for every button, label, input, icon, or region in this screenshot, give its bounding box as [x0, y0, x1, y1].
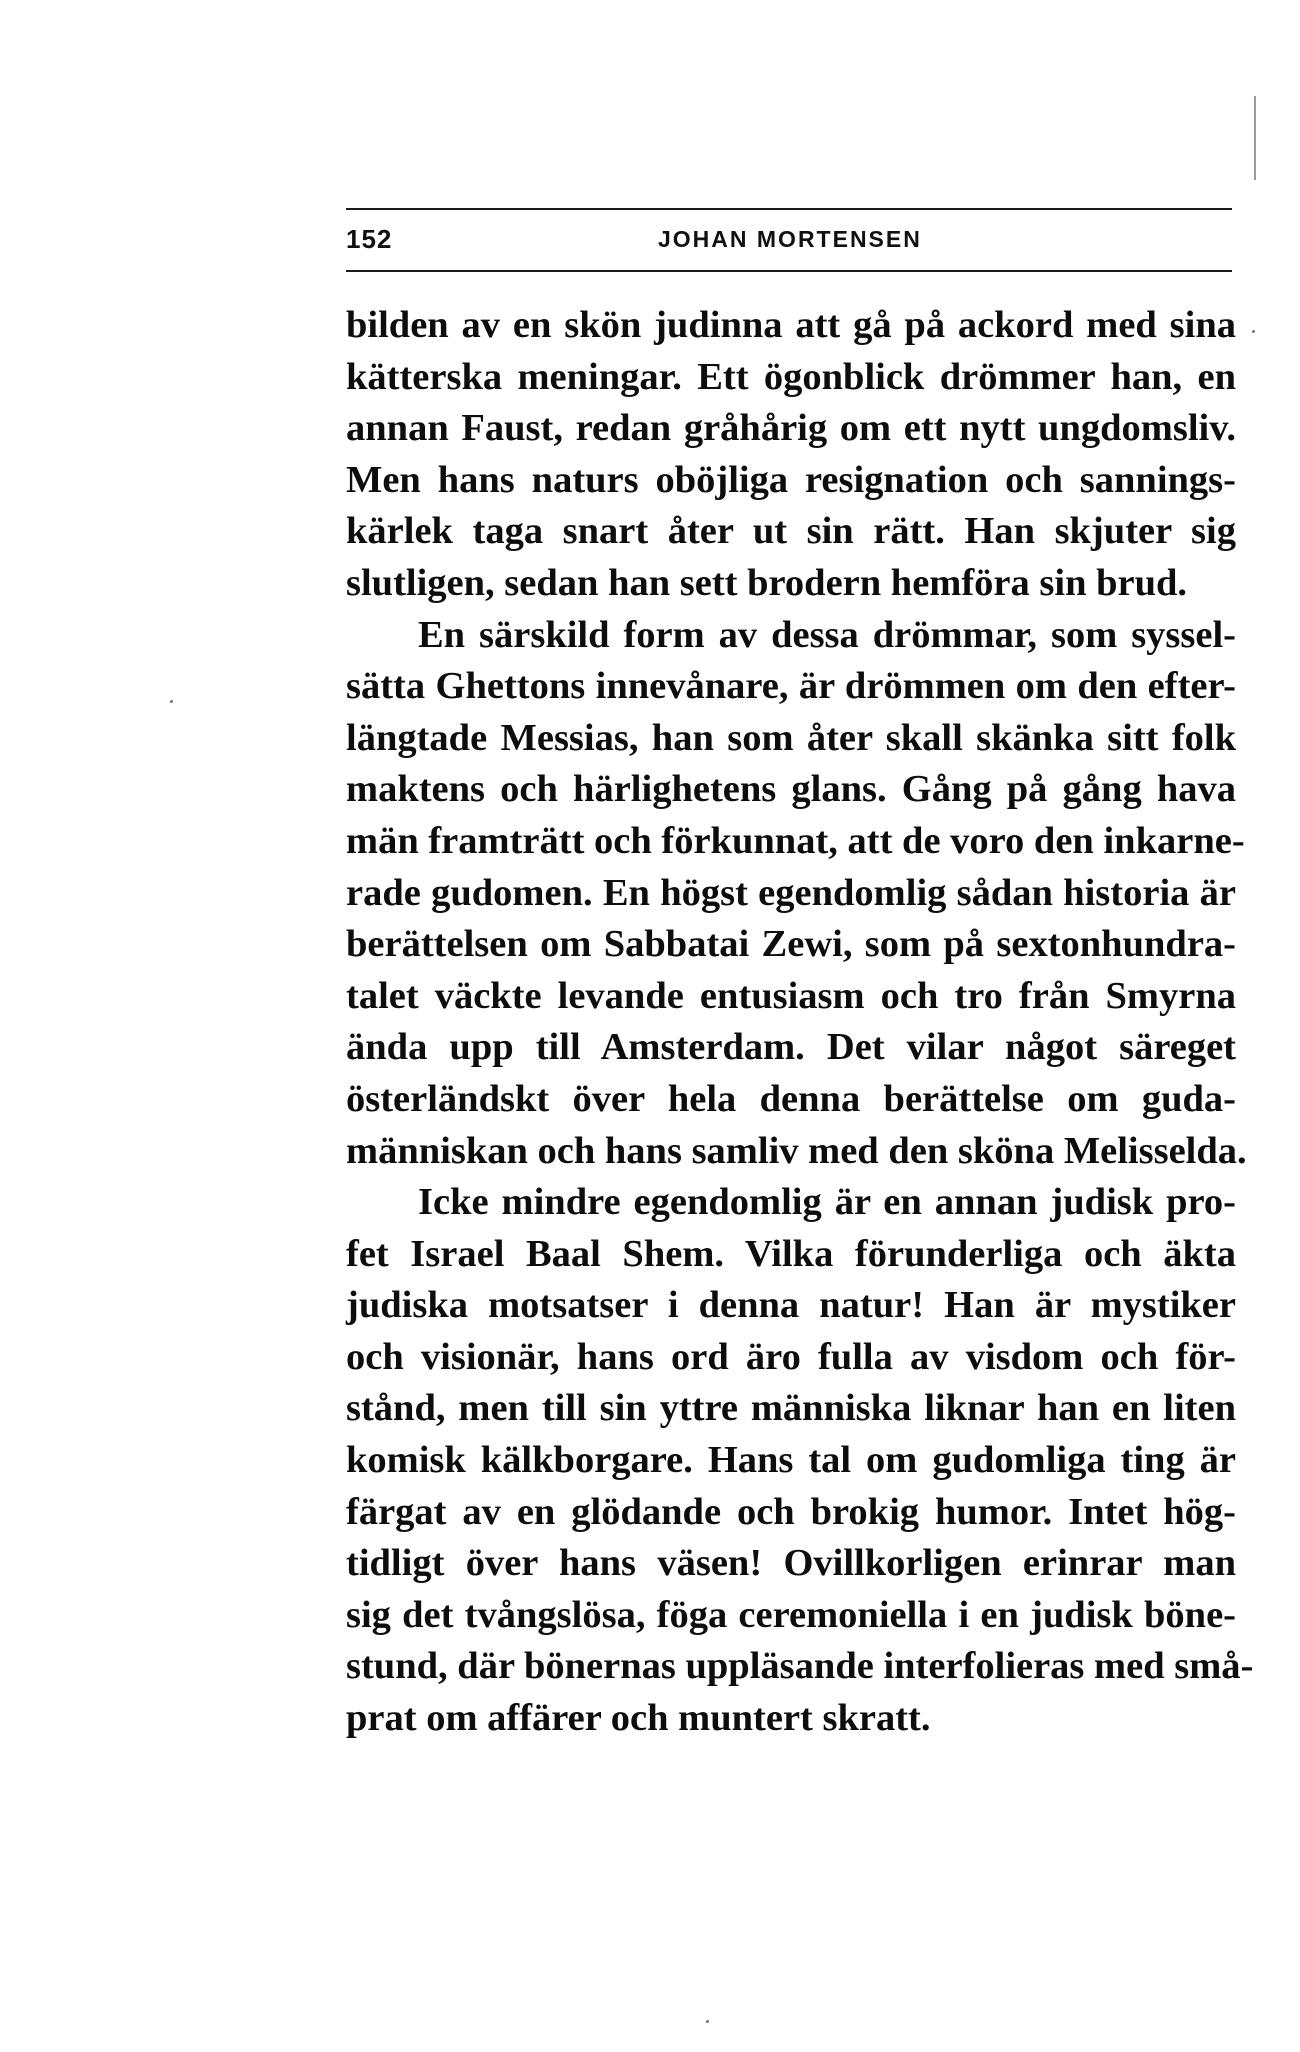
text-line: människan och hans samliv med den sköna Melisselda.: [346, 1129, 1247, 1172]
text-line: talet väckte levande entusiasm och tro från Smyrna: [346, 974, 1236, 1017]
text-line: prat om affärer och muntert skratt.: [346, 1697, 931, 1740]
text-line: bilden av en skön judinna att gå på ackord med sina: [346, 304, 1236, 346]
text-line: män framträtt och förkunnat, att de voro den inkarne-: [346, 819, 1245, 862]
scan-speck: [170, 700, 173, 703]
text-line: annan Faust, redan gråhårig om ett nytt ungdomsliv.: [346, 407, 1236, 450]
text-line: färgat av en glödande och brokig humor. Intet hög-: [346, 1490, 1236, 1533]
text-line: judiska motsatser i denna natur! Han är mystiker: [346, 1284, 1236, 1327]
text-line: sätta Ghettons innevånare, är drömmen om den efter-: [346, 665, 1236, 708]
scan-margin-line: [1254, 96, 1256, 180]
text-line: Icke mindre egendomlig är en annan judisk pro-: [418, 1181, 1236, 1224]
text-line: kärlek taga snart åter ut sin rätt. Han skjuter sig: [346, 510, 1236, 553]
text-line: och visionär, hans ord äro fulla av visdom och för-: [346, 1335, 1236, 1378]
text-line: längtade Messias, han som åter skall skänka sitt folk: [346, 716, 1236, 759]
header-bottom-rule: [346, 270, 1232, 272]
text-line: stund, där bönernas uppläsande interfolieras med små-: [346, 1645, 1254, 1688]
text-line: tidligt över hans väsen! Ovillkorligen erinrar man: [346, 1542, 1236, 1585]
text-line: Men hans naturs oböjliga resignation och sannings-: [346, 458, 1236, 501]
body-text: [346, 300, 1254, 1745]
text-line: österländskt över hela denna berättelse om guda-: [346, 1077, 1236, 1120]
text-line: slutligen, sedan han sett brodern hemföra sin brud.: [346, 561, 1188, 604]
text-line: stånd, men till sin yttre människa liknar han en liten: [346, 1387, 1236, 1430]
scan-speck: [1252, 330, 1255, 333]
running-title: JOHAN MORTENSEN: [658, 226, 922, 252]
text-line: sig det tvångslösa, föga ceremoniella i en judisk böne-: [346, 1593, 1236, 1636]
scan-speck: [706, 2020, 709, 2023]
page-number: 152: [346, 224, 393, 254]
text-line: kätterska meningar. Ett ögonblick drömmer han, en: [346, 355, 1236, 398]
text-line: En särskild form av dessa drömmar, som syssel-: [418, 613, 1236, 656]
text-line: komisk kälkborgare. Hans tal om gudomliga ting är: [346, 1439, 1236, 1482]
text-line: rade gudomen. En högst egendomlig sådan historia är: [346, 871, 1236, 914]
text-line: berättelsen om Sabbatai Zewi, som på sextonhundra-: [346, 923, 1236, 966]
text-line: ända upp till Amsterdam. Det vilar något säreget: [346, 1026, 1236, 1069]
running-header: [346, 224, 1232, 264]
text-line: fet Israel Baal Shem. Vilka förunderliga och äkta: [346, 1232, 1236, 1275]
text-line: maktens och härlighetens glans. Gång på gång hava: [346, 768, 1236, 811]
header-top-rule: [346, 208, 1232, 210]
